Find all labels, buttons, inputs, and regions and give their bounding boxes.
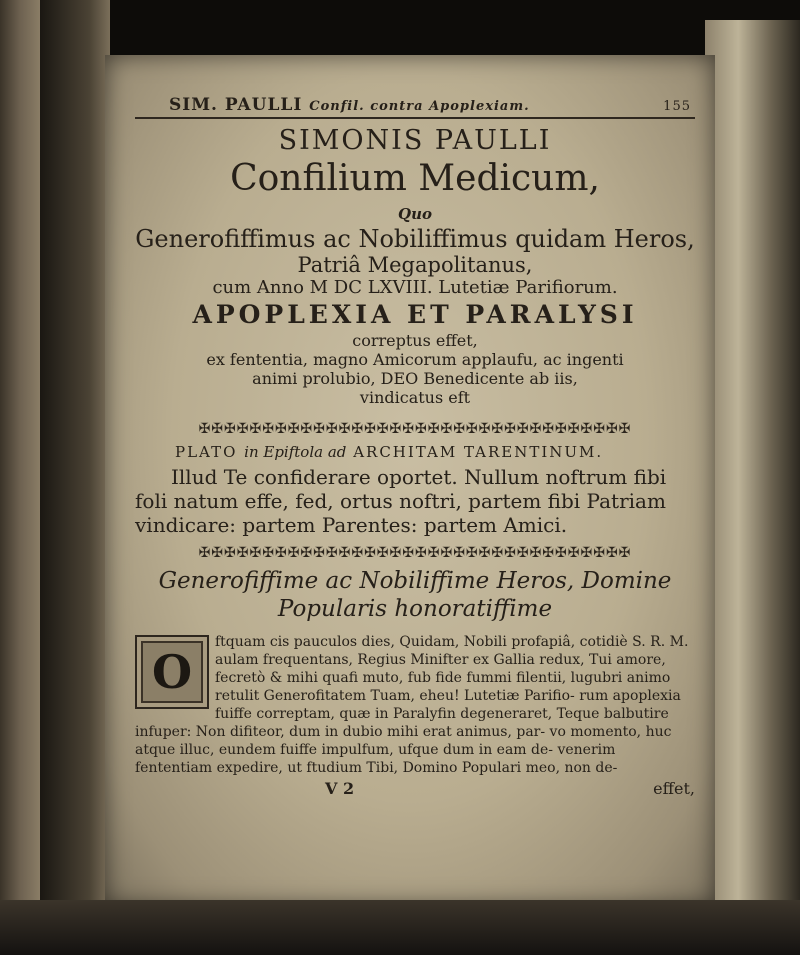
title-line-2: Patriâ Megapolitanus, bbox=[297, 253, 533, 277]
book-page-edges bbox=[705, 20, 800, 920]
title-line-8: vindicatus eft bbox=[359, 388, 471, 407]
letter-body bbox=[135, 633, 695, 777]
page-content bbox=[135, 95, 695, 798]
book-bottom-shadow bbox=[0, 900, 800, 955]
title-line-5: correptus effet, bbox=[352, 331, 478, 350]
heading-italic: in Epiftola ad bbox=[244, 443, 347, 461]
running-head-author: SIM. PAULLI bbox=[169, 95, 303, 115]
running-head-subtitle: Confil. contra Apoplexiam. bbox=[309, 99, 530, 114]
title-line-6: ex fententia, magno Amicorum applaufu, ac ingenti bbox=[206, 350, 624, 369]
page-number: 155 bbox=[663, 99, 691, 114]
salutation bbox=[135, 567, 695, 623]
ornament-band-top: ✠✠✠✠✠✠✠✠✠✠✠✠✠✠✠✠✠✠✠✠✠✠✠✠✠✠✠✠✠✠✠✠✠✠ bbox=[198, 421, 632, 437]
catchword: effet, bbox=[653, 779, 695, 798]
ornament-band-bottom: ✠✠✠✠✠✠✠✠✠✠✠✠✠✠✠✠✠✠✠✠✠✠✠✠✠✠✠✠✠✠✠✠✠✠ bbox=[198, 545, 632, 561]
heading-plato: PLATO bbox=[175, 443, 238, 461]
title-line-4: APOPLEXIA ET PARALYSI bbox=[192, 300, 638, 329]
title-line-7: animi prolubio, DEO Benedicente ab iis, bbox=[252, 369, 578, 388]
heading-architam: ARCHITAM TARENTINUM. bbox=[353, 443, 604, 461]
document-title: Confilium Medicum, bbox=[230, 158, 600, 199]
salutation-line-1: Generofiffime ac Nobiliffime Heros, Domine bbox=[158, 568, 672, 594]
running-head bbox=[135, 95, 695, 119]
book-binding-shadow bbox=[40, 0, 110, 955]
title-quo: Quo bbox=[398, 205, 432, 223]
letter-text: ftquam cis pauculos dies, Quidam, Nobili profapiâ, cotidiè S. R. M. aulam frequentans, Regius Minifter ex Gallia redux, Tui amore, fecretò & mihi quafi muto, fub fide fummi filentii, lugubri animo retulit Generofitatem Tuam, eheu! Lutetiæ Parifio- rum apoplexia fuiffe correptam, quæ in Paralyfin degeneraret, Teque balbutire infuper: Non difiteor, dum in dubio mihi erat animus, par- vo momento, huc atque illuc, eundem fuiffe impulfum, ufque dum in eam de- venerim fententiam expedire, ut ftudium Tibi, Domino Populari meo, non de- bbox=[135, 634, 689, 776]
decorated-initial: O bbox=[135, 635, 209, 709]
signature-mark: V 2 bbox=[325, 779, 355, 798]
book-gutter-left bbox=[0, 0, 40, 955]
running-head-title bbox=[169, 95, 530, 115]
title-line-3: cum Anno M DC LXVIII. Lutetiæ Parifiorum. bbox=[212, 277, 618, 298]
page-footer bbox=[135, 779, 695, 798]
salutation-line-2: Popularis honoratiffime bbox=[277, 596, 553, 622]
section-heading bbox=[175, 443, 695, 461]
quotation-paragraph: Illud Te confiderare oportet. Nullum noftrum fibi foli natum effe, fed, ortus noftri, partem fibi Patriam vindicare: partem Parentes: partem Amici. bbox=[135, 465, 667, 537]
author-name: SIMONIS PAULLI bbox=[278, 125, 552, 156]
title-line-1: Generofiffimus ac Nobiliffimus quidam Heros, bbox=[135, 225, 695, 253]
